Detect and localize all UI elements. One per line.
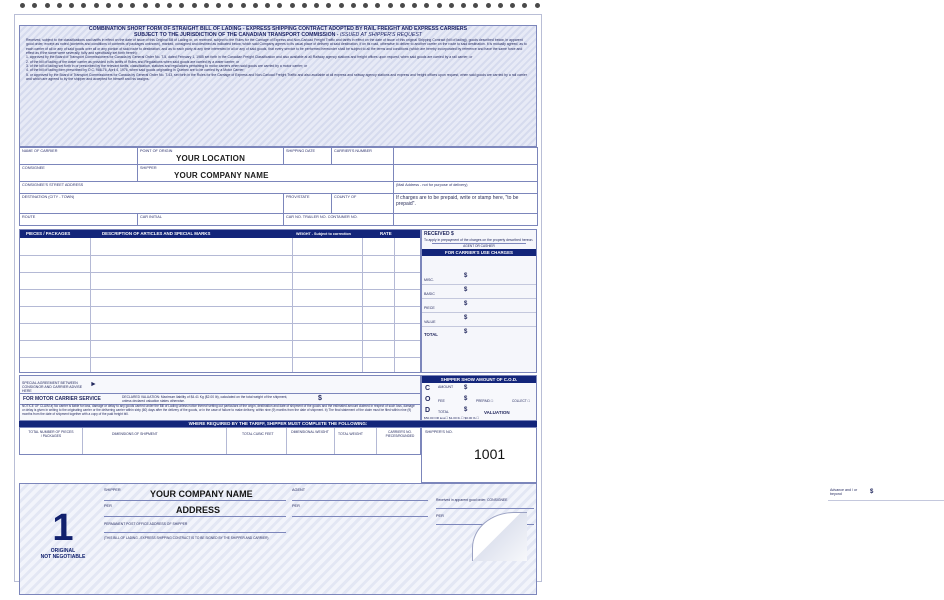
consignee-address-label: CONSIGNEE'S STREET ADDRESS <box>22 183 84 187</box>
form-title: COMBINATION SHORT FORM OF STRAIGHT BILL OF LADING - EXPRESS SHIPPING CONTRACT ADOPTED BY RAIL FREIGHT AND EXPRESS CARRIERS <box>88 26 468 32</box>
valuation-options[interactable]: $50.00 OR less☐ $1.00 lb.☐ $0.00 lb.☐ <box>424 416 480 420</box>
column-divider <box>362 238 363 372</box>
special-agreement-label: SPECIAL AGREEMENT BETWEEN CONSIGNOR AND CARRIER ADVISE HERE <box>22 381 83 393</box>
punch-hole-icon <box>400 3 405 8</box>
valuation-option[interactable]: $50.00 OR less <box>424 416 446 420</box>
term-item: 3. of the bill of lading set forth in or prescribed by the relevant tariffs, classification, statutes and regulations pertaining to motor carriers when said goods are carried by a motor carrier; or <box>26 64 308 69</box>
blank-cell <box>394 165 538 182</box>
cod-fee-dollar[interactable]: $ <box>464 396 468 402</box>
charge-row-piece[interactable] <box>422 299 536 313</box>
cod-d: D <box>425 407 431 414</box>
prepaid-note <box>394 194 538 214</box>
per-label: PER <box>104 504 112 508</box>
tariff-col-label: DIMENSIONAL WEIGHT <box>291 430 329 434</box>
prepaid-note-text: If charges are to be prepaid, write or stamp here, "to be prepaid". <box>396 195 519 207</box>
punch-hole-icon <box>437 3 442 8</box>
punch-hole-icon <box>204 3 209 8</box>
term-item: 4. of the bill of lading form prescribed by O.C. 986-76, April 4, 1976, when said goods originating in Quebec are to be carried by a Motor Carrier; <box>26 68 245 73</box>
punch-hole-icon <box>81 3 86 8</box>
company-address: ADDRESS <box>176 505 221 515</box>
punch-hole-icon <box>192 3 197 8</box>
term-item: 5. or approved by the Board of Transport Commissioners for Canada by General Order No. T-43, set forth in the Rules for the Carriage of Express and Non-Carload Freight Traffic and also available at all express and railway agency stations and express and freight offices upon request, when said goods are carried by a rail carrier and which are agreed to by the shipper and accepted for himself and his assigns. <box>26 72 527 82</box>
car-number-label: CAR NO. TRAILER NO. CONTAINER NO. <box>286 215 358 219</box>
charge-dollar: $ <box>464 329 468 335</box>
cod-total-dollar[interactable]: $ <box>464 407 468 413</box>
original-label: ORIGINAL <box>50 548 76 554</box>
column-divider <box>334 428 335 454</box>
punch-hole-icon <box>461 3 466 8</box>
county-field[interactable] <box>332 194 394 214</box>
consignee-per-label: PER <box>436 514 444 518</box>
rate-header: RATE <box>380 231 392 236</box>
article-row[interactable] <box>20 289 420 290</box>
cod-prepaid[interactable]: PREPAID ☐ <box>476 399 494 403</box>
blank-cell <box>394 214 538 226</box>
punch-hole-icon <box>351 3 356 8</box>
signature-note: (THIS BILL OF LADING - EXPRESS SHIPPING CONTRACT IS TO BE SIGNED BY THE SHIPPER AND CARRIER) <box>104 536 269 540</box>
cod-section <box>421 375 537 421</box>
blank-cell <box>394 148 538 165</box>
consignee-receipt-label: Received in apparent good order. CONSIGNEE <box>436 498 508 502</box>
punch-hole-icon <box>216 3 221 8</box>
punch-hole-icon <box>228 3 233 8</box>
claim-notice: NOTICE OF CLAIM a) No carrier is liable for loss, damage or delay to any goods carried under the Bill of Lading unless notice thereof setting out particulars of the origin, destination and date of shipment of the goods and the estimated amount claimed in respect of such loss, damage or delay is given in writing to the originating carrier or the delivering carrier within sixty (60) days after the delivery of the goods, or in the case of failure to make delivery, within nine (9) months from the date of shipment. b) The final statement of the claim must be filed within nine (9) months from the date of shipment together with a copy of the paid freight bill. <box>22 404 415 416</box>
carrier-number-field[interactable] <box>332 148 394 165</box>
punch-hole-icon <box>290 3 295 8</box>
charge-label: TOTAL <box>424 332 438 337</box>
destination-label: DESTINATION (CITY - TOWN) <box>22 195 75 199</box>
permanent-address-label: PERMANENT POST OFFICE ADDRESS OF SHIPPER <box>104 522 188 526</box>
punch-hole-icon <box>167 3 172 8</box>
article-row[interactable] <box>20 255 420 256</box>
punch-hole-icon <box>486 3 491 8</box>
punch-hole-icon <box>20 3 25 8</box>
punch-hole-icon <box>339 3 344 8</box>
valuation-option[interactable]: $1.00 lb. <box>448 416 461 420</box>
charge-row-total[interactable] <box>422 327 536 340</box>
origin-label: POINT OF ORIGIN <box>140 149 173 153</box>
punch-hole-icon <box>130 3 135 8</box>
articles-header <box>20 230 420 238</box>
punch-hole-icon <box>253 3 258 8</box>
cod-fee-label: FEE <box>438 399 445 403</box>
cod-amount-label: AMOUNT <box>438 385 454 389</box>
charge-row-basic[interactable] <box>422 285 536 299</box>
column-divider <box>376 428 377 454</box>
cod-c: C <box>425 385 431 392</box>
original-stamp <box>30 508 96 560</box>
punch-hole-icon <box>32 3 37 8</box>
punch-hole-icon <box>449 3 454 8</box>
punch-hole-icon <box>326 3 331 8</box>
charge-dollar: $ <box>464 315 468 321</box>
car-initial-label: CAR INITIAL <box>140 215 162 219</box>
agent-signature-label: AGENT <box>292 488 306 492</box>
punch-hole-icon <box>118 3 123 8</box>
punch-hole-icon <box>57 3 62 8</box>
charge-row-value[interactable] <box>422 313 536 327</box>
consignee-address-field[interactable] <box>20 182 394 194</box>
not-negotiable-label: NOT NEGOTIABLE <box>40 554 86 560</box>
shipper-signature-label: SHIPPER <box>104 488 121 492</box>
charge-label: Advance and / or beyond <box>830 488 858 496</box>
arrow-right-icon: ► <box>90 381 97 388</box>
charge-dollar: $ <box>870 489 874 495</box>
punch-hole-icon <box>179 3 184 8</box>
punch-hole-icon <box>535 3 540 8</box>
route-field[interactable] <box>20 214 138 226</box>
punch-hole-icon <box>388 3 393 8</box>
tariff-col-label: TOTAL CUBIC FEET <box>242 432 274 436</box>
province-field[interactable] <box>284 194 332 214</box>
province-label: PROV/STATE <box>286 195 310 199</box>
column-divider <box>286 428 287 454</box>
tariff-header: WHERE REQUIRED BY THE TARIFF, SHIPPER MUST COMPLETE THE FOLLOWING: <box>19 421 537 427</box>
car-initial-field[interactable] <box>138 214 284 226</box>
shipment-info-grid <box>19 147 538 226</box>
agent-label: AGENT OR CASHIER <box>432 243 526 248</box>
valuation-label: VALUATION <box>484 410 510 415</box>
shippers-no-label: SHIPPER'S NO. <box>425 430 453 434</box>
punch-hole-icon <box>498 3 503 8</box>
punch-hole-icon <box>265 3 270 8</box>
punch-hole-icon <box>412 3 417 8</box>
column-divider <box>82 428 83 454</box>
bill-of-lading-form <box>14 14 874 582</box>
declared-valuation-note: DECLARED VALUATION: Maximum liability of $4.41 Kg ($2.00 lb), calculated on the total weight of the shipment, unless declared valuation states otherwise. <box>122 395 288 403</box>
consignee-label: CONSIGNEE <box>22 166 45 170</box>
tariff-col-label: DIMENSIONS OF SHIPMENT <box>112 432 158 436</box>
column-divider <box>394 238 395 372</box>
charge-label: PIECE <box>424 306 435 310</box>
collect-label: COLLECT <box>512 399 527 403</box>
agent-per-label: PER <box>292 504 300 508</box>
carrier-use-header: FOR CARRIER'S USE CHARGES <box>422 249 536 256</box>
cod-total-label: TOTAL <box>438 410 449 414</box>
charge-dollar: $ <box>464 273 468 279</box>
mail-address-label: (Mail Address - not for purpose of delivery) <box>396 183 468 187</box>
charge-label: VALUE <box>424 320 436 324</box>
prepaid-label: PREPAID <box>476 399 490 403</box>
article-row[interactable] <box>20 340 420 341</box>
punch-hole-icon <box>302 3 307 8</box>
destination-field[interactable] <box>20 194 284 214</box>
origin-value: YOUR LOCATION <box>175 154 246 163</box>
charge-label: BASIC <box>424 292 435 296</box>
punch-hole-icon <box>473 3 478 8</box>
bill-number: 1001 <box>474 446 506 462</box>
articles-table <box>19 229 421 373</box>
charge-dollar: $ <box>464 301 468 307</box>
charge-label: MISC. <box>424 278 434 282</box>
cod-amount-dollar[interactable]: $ <box>464 385 468 391</box>
subtitle-request: ISSUED AT SHIPPER'S REQUEST <box>339 32 422 38</box>
tariff-col-label: TOTAL WEIGHT <box>338 432 363 436</box>
punch-hole-icon <box>155 3 160 8</box>
punch-hole-icon <box>69 3 74 8</box>
column-divider <box>90 238 91 372</box>
terms-list <box>20 55 536 81</box>
punch-hole-icon <box>424 3 429 8</box>
punch-hole-icon <box>106 3 111 8</box>
form-header <box>19 25 537 147</box>
punch-hole-icon <box>314 3 319 8</box>
copy-number: 1 <box>52 507 74 549</box>
cod-header: SHIPPER SHOW AMOUNT OF C.O.D. <box>422 376 536 383</box>
shipper-value: YOUR COMPANY NAME <box>174 171 269 180</box>
terms-intro: Received, subject to the classifications and tariffs in effect on the date of issue of this Original Bill of Lading or, on received, subject to the Rules for the Carriage of Express and Non-Carload Freight Traffic and tariffs in effect on the date of issue of this original Shipping Contract (bill of lading), goods described below, in apparent good order, except as noted (contents and conditions of contents of packages unknown), marked, consigned and destined as indicated below, which said Company agrees to its usual place of delivery at said destination, if on its road, otherwise to deliver to another carrier on the route to said destination. It is mutually agreed, as to each carrier of all or any of said goods over all or any portion of said route to destination, and as to each party at any time interested in all or any of said goods, that every service to be performed hereunder shall be subject to all the terms and conditions (which are hereby incorporated by reference and have the same force and effect as if the same were severally, fully and specifically set forth herein): <box>26 38 527 56</box>
route-label: ROUTE <box>22 215 36 219</box>
punch-hole-icon <box>522 3 527 8</box>
signature-section <box>19 483 537 595</box>
tariff-fields[interactable] <box>19 427 421 455</box>
punch-hole-icon <box>45 3 50 8</box>
pieces-header: PIECES / PACKAGES <box>26 231 71 236</box>
tariff-col-label: CARRIER'S NO. PIECES/ROUNDED <box>385 430 415 438</box>
special-agreement-section <box>19 375 421 421</box>
description-header: DESCRIPTION OF ARTICLES AND SPECIAL MARKS <box>102 231 211 236</box>
article-row[interactable] <box>20 357 420 358</box>
punch-hole-icon <box>143 3 148 8</box>
charge-row-misc[interactable] <box>422 271 536 285</box>
declared-value-dollar[interactable]: $ <box>318 395 322 402</box>
car-number-field[interactable] <box>284 214 394 226</box>
valuation-option[interactable]: $0.00 lb. <box>464 416 477 420</box>
county-label: COUNTY OF <box>334 195 357 199</box>
carrier-number-label: CARRIER'S NUMBER <box>334 149 372 153</box>
origin-field[interactable] <box>138 148 284 165</box>
article-row[interactable] <box>20 272 420 273</box>
motor-carrier-label: FOR MOTOR CARRIER SERVICE <box>23 396 101 402</box>
punch-hole-icon <box>277 3 282 8</box>
punch-hole-icon <box>375 3 380 8</box>
shipper-label: SHIPPER <box>140 166 157 170</box>
mail-address-field[interactable] <box>394 182 538 194</box>
carrier-name-label: NAME OF CARRIER <box>22 149 58 153</box>
shippers-number-box <box>421 427 537 483</box>
punch-hole-icon <box>510 3 515 8</box>
cod-o: O <box>425 396 431 403</box>
weight-header: WEIGHT - Subject to correction <box>296 232 351 236</box>
received-note: To apply in prepayment of the charges on the property described hereon. <box>424 238 534 242</box>
shipper-field[interactable] <box>138 165 394 182</box>
consignee-field[interactable] <box>20 165 138 182</box>
term-item: 2. of the bill of lading of the water carrier as provided in its tariffs of Rules and Regulations when said goods are carried by a water carrier; or <box>26 59 240 64</box>
charge-dollar: $ <box>464 287 468 293</box>
column-divider <box>292 238 293 372</box>
article-row[interactable] <box>20 306 420 307</box>
tariff-col-label: TOTAL NUMBER OF PIECES / PACKAGES <box>28 430 74 438</box>
carrier-name-field[interactable] <box>20 148 138 165</box>
shipping-date-label: SHIPPING DATE <box>286 149 316 153</box>
punch-hole-icon <box>94 3 99 8</box>
column-divider <box>226 428 227 454</box>
punch-hole-icon <box>363 3 368 8</box>
term-item: 1. approved by the Board of Transport Commissioners for Canada by General Order No. T-5, dated February 1, 1985 set forth in the Canadian Freight Classification and also available at all Railway agency stations and freight offices upon request, when said goods are carried by a rail carrier; or <box>26 55 473 60</box>
received-label: RECEIVED $ <box>424 231 454 237</box>
subtitle-main: SUBJECT TO THE JURISDICTION OF THE CANADIAN TRANSPORT COMMISSION - <box>134 32 339 38</box>
article-row[interactable] <box>20 323 420 324</box>
punch-hole-icon <box>241 3 246 8</box>
company-name: YOUR COMPANY NAME <box>150 489 253 499</box>
charge-row-advance[interactable] <box>828 487 944 501</box>
cod-collect[interactable]: COLLECT ☐ <box>512 399 531 403</box>
punch-holes <box>20 3 540 13</box>
date-field[interactable] <box>284 148 332 165</box>
